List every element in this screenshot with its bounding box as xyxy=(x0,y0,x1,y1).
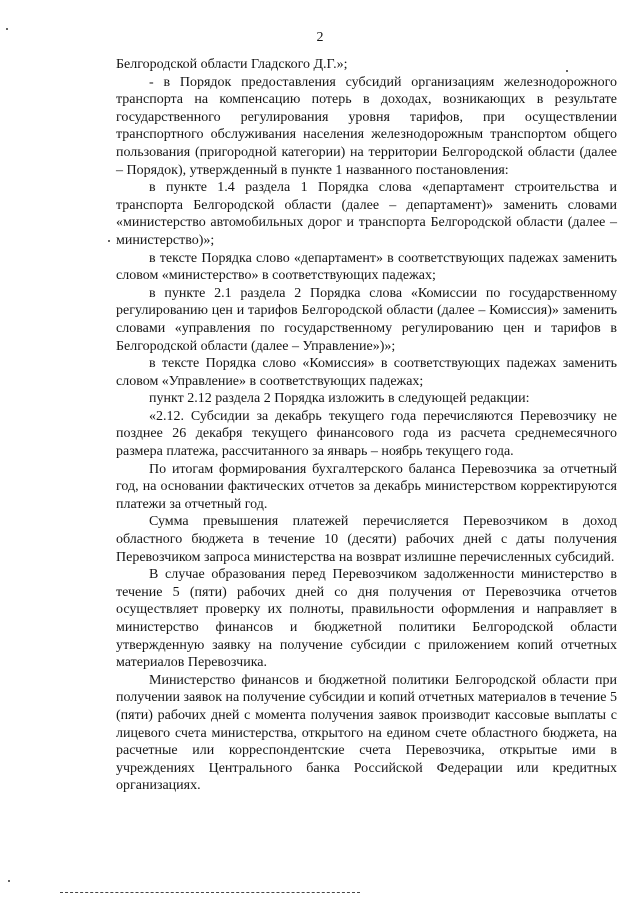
paragraph-excess-payments: Сумма превышения платежей перечисляется Перевозчиком в доход областного бюджета в течение 10 (десяти) рабочих дней с даты получения Перевозчиком запроса министерства на возврат излишне перечисленных субсидий. xyxy=(116,514,617,565)
paragraph-department-replacement: в тексте Порядка слово «департамент» в соответствующих падежах заменить словом «министерство» в соответствующих падежах; xyxy=(116,250,617,284)
scan-speck xyxy=(108,240,110,242)
paragraph-commission-replacement: в тексте Порядка слово «Комиссия» в соответствующих падежах заменить словом «Управление» в соответствующих падежах; xyxy=(116,356,617,389)
paragraph-continuation: Белгородской области Гладского Д.Г.»; xyxy=(116,57,348,72)
document-body xyxy=(116,56,617,795)
paragraph-clause-2-12: «2.12. Субсидии за декабрь текущего года перечисляются Перевозчику не позднее 26 декабря текущего финансового года из расчета среднемесячного размера платежа, рассчитанного за январь – ноябрь текущего года. xyxy=(116,408,617,460)
scan-edge-line xyxy=(60,892,360,894)
paragraph-debt-case: В случае образования перед Перевозчиком задолженности министерство в течение 5 (пяти) рабочих дней со дня получения от Перевозчика отчетов осуществляет проверку их полноты, правильности оформления и направляет в министерство финансов и бюджетной политики Белгородской области утвержденную заявку на получение субсидии с приложением копий отчетных материалов Перевозчика. xyxy=(116,567,617,671)
paragraph-balance-results: По итогам формирования бухгалтерского баланса Перевозчика за отчетный год, на основании фактических отчетов за декабрь министерством корректируются платежи за отчетный год. xyxy=(116,461,617,512)
scan-speck xyxy=(566,70,568,72)
paragraph-clause-2-1: в пункте 2.1 раздела 2 Порядка слова «Комиссии по государственному регулированию цен и тарифов Белгородской области (далее – Комиссия)» заменить словами «управления по государственному регулированию цен и тарифов в Белгородской области (далее – Управление»)»; xyxy=(116,285,617,354)
paragraph-finance-ministry: Министерство финансов и бюджетной политики Белгородской области при получении заявок на получение субсидии и копий отчетных материалов в течение 5 (пяти) рабочих дней с момента получения заявок производит кассовые выплаты с лицевого счета министерства, открытого на едином счете областного бюджета, на расчетные или корреспондентские счета Перевозчика, открытые ими в учреждениях Центрального банка Российской Федерации или кредитных организациях. xyxy=(116,672,617,794)
paragraph-clause-2-12-intro: пункт 2.12 раздела 2 Порядка изложить в следующей редакции: xyxy=(149,391,530,407)
scan-speck xyxy=(6,28,8,30)
scan-speck xyxy=(8,880,10,882)
page-number: 2 xyxy=(316,30,324,45)
paragraph-order-amendment: - в Порядок предоставления субсидий организациям железнодорожного транспорта на компенсацию потерь в доходах, возникающих в результате государственного регулирования уровня тарифов, при осуществлении транспортного обслуживания населения железнодорожным транспортом общего пользования (пригородной категории) на территории Белгородской области (далее – Порядок), утвержденный в пункте 1 названного постановления: xyxy=(116,74,617,178)
paragraph-clause-1-4: в пункте 1.4 раздела 1 Порядка слова «департамент строительства и транспорта Белгородской области (далее – департамент)» заменить словами «министерство автомобильных дорог и транспорта Белгородской области (далее – министерство)»; xyxy=(116,180,617,248)
